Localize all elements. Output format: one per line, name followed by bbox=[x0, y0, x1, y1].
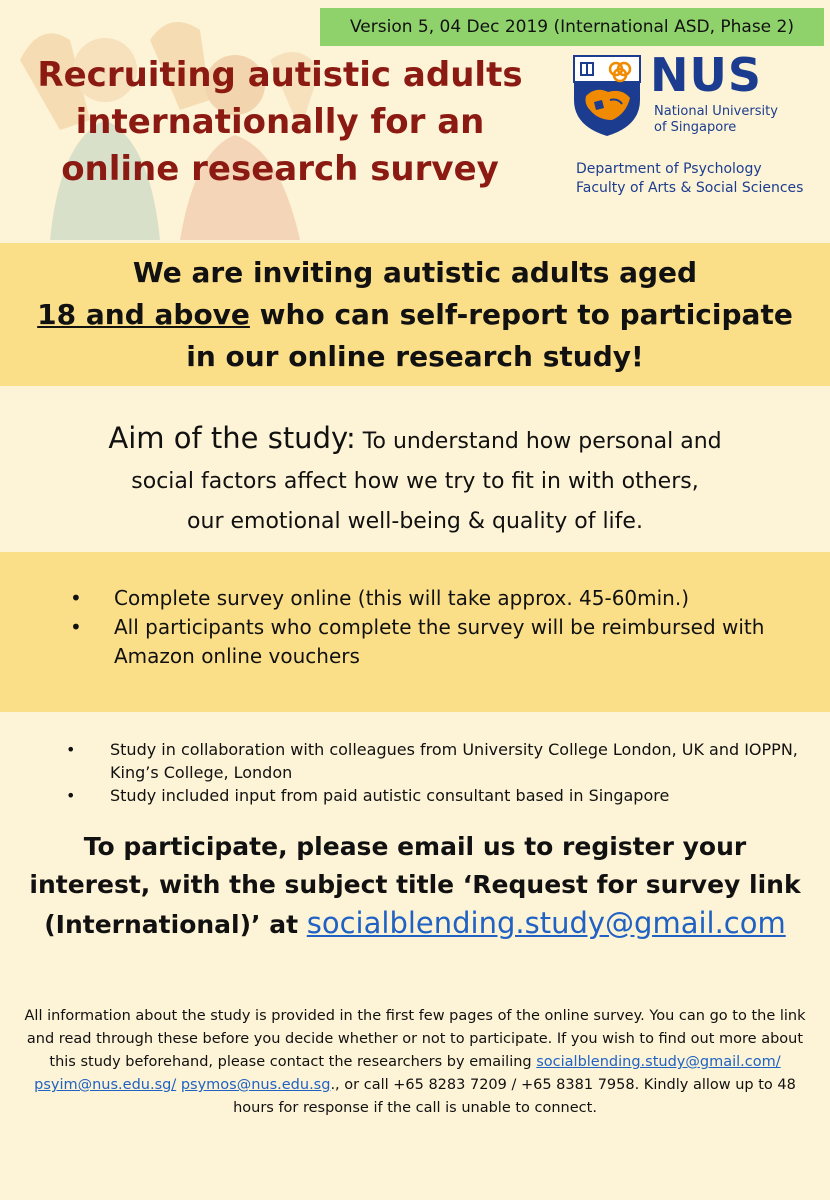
participate-line-2: interest, with the subject title ‘Request for survey link bbox=[29, 870, 801, 899]
version-badge: Version 5, 04 Dec 2019 (International ASD, Phase 2) bbox=[320, 8, 824, 46]
aim-line-1: To understand how personal and bbox=[355, 429, 722, 454]
nus-sub-line-1: National University bbox=[654, 104, 778, 119]
bullet: • bbox=[66, 786, 76, 805]
bullet: • bbox=[70, 586, 82, 610]
invite-line-3: in our online research study! bbox=[186, 340, 644, 373]
dept-line-2: Faculty of Arts & Social Sciences bbox=[576, 180, 804, 196]
list-item: • All participants who complete the survey will be reimbursed with Amazon online vouchers bbox=[70, 615, 765, 668]
dept-line-1: Department of Psychology bbox=[576, 161, 762, 177]
invitation-text bbox=[0, 252, 830, 378]
list-item: • Study in collaboration with colleagues from University College London, UK and IOPPN, King’s College, London bbox=[66, 740, 798, 782]
title-line-1: Recruiting autistic adults bbox=[37, 55, 523, 95]
aim-line-2: social factors affect how we try to fit in with others, bbox=[131, 469, 699, 494]
bullet: • bbox=[66, 740, 76, 759]
title-line-2: internationally for an bbox=[75, 102, 485, 142]
participate-line-3: (International)’ at bbox=[44, 910, 307, 939]
bullet: • bbox=[70, 615, 82, 639]
nus-crest-icon bbox=[572, 54, 642, 138]
study-details-list bbox=[70, 584, 810, 671]
study-aim bbox=[0, 418, 830, 542]
title-line-3: online research survey bbox=[61, 149, 499, 189]
participation-instructions bbox=[0, 828, 830, 944]
nus-sub-line-2: of Singapore bbox=[654, 120, 737, 135]
list-item: • Study included input from paid autistic consultant based in Singapore bbox=[66, 786, 670, 805]
page-title bbox=[30, 52, 530, 193]
list-item: • Complete survey online (this will take approx. 45-60min.) bbox=[70, 584, 810, 613]
collaboration-list bbox=[66, 738, 806, 807]
email-link-psymos[interactable]: psymos@nus.edu.sg bbox=[180, 1077, 331, 1093]
participate-line-1: To participate, please email us to register your bbox=[83, 832, 747, 861]
aim-label: Aim of the study: bbox=[108, 421, 356, 455]
footer-info bbox=[20, 1005, 810, 1120]
age-requirement: 18 and above bbox=[37, 298, 250, 331]
nus-wordmark: NUS bbox=[650, 48, 762, 102]
footer-text-2: ., or call +65 8283 7209 / +65 8381 7958. Kindly allow up to 48 hours for response if the call is unable to connect. bbox=[233, 1077, 796, 1116]
invite-line-2: who can self-report to participate bbox=[249, 298, 793, 331]
email-link-psyim[interactable]: psyim@nus.edu.sg/ bbox=[34, 1077, 177, 1093]
department-label bbox=[576, 160, 803, 198]
invite-line-1: We are inviting autistic adults aged bbox=[132, 256, 698, 289]
email-link-socialblending[interactable]: socialblending.study@gmail.com/ bbox=[536, 1054, 781, 1070]
nus-full-name bbox=[654, 104, 778, 136]
aim-line-3: our emotional well-being & quality of life. bbox=[187, 509, 643, 534]
contact-email-link[interactable]: socialblending.study@gmail.com bbox=[306, 906, 786, 940]
footer-text-1: All information about the study is provided in the first few pages of the online survey. You can go to the link and read through these before you decide whether or not to participate. If you wish to find out more about this study beforehand, please contact the researchers by emailing bbox=[24, 1008, 806, 1070]
